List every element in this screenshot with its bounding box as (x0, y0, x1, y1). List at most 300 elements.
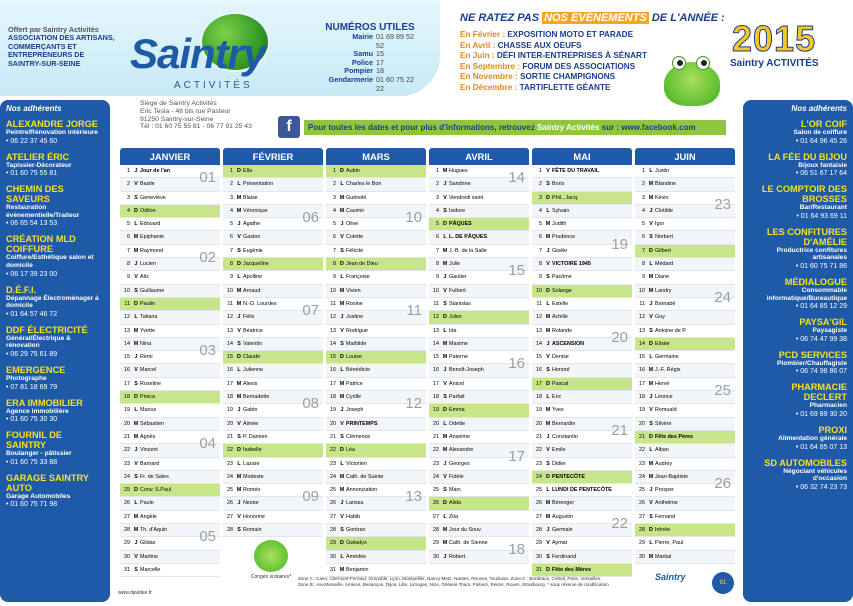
member-description: Pharmacien (809, 402, 847, 410)
day-row[interactable] (223, 258, 323, 271)
member-right[interactable] (743, 148, 853, 181)
day-number: 16 (330, 367, 336, 374)
day-row[interactable] (429, 298, 529, 311)
day-saint: Fulbert (449, 287, 466, 294)
day-letter: J (340, 407, 344, 414)
day-row[interactable] (326, 378, 426, 391)
member-phone: • 01 60 75 30 30 (6, 416, 58, 424)
day-row[interactable] (326, 325, 426, 338)
day-letter: J (340, 221, 344, 228)
day-letter: M (648, 380, 654, 387)
footer-note-line: Zone B : Aix-Marseille, Amiens, Besançon, Dijon, Lille, Limoges, Nice, Orléans-Tours, Poitiers, Reims, Rouen, Strasbourg. * sous réserve de modification (298, 582, 609, 587)
member-phone: • 01 64 93 69 11 (796, 212, 847, 220)
day-row[interactable] (429, 391, 529, 404)
day-saint: Antoine de P. (655, 327, 687, 334)
day-row[interactable] (532, 192, 632, 205)
day-letter: V (546, 261, 550, 268)
day-letter: S (443, 394, 447, 401)
day-row[interactable] (223, 325, 323, 338)
day-row[interactable] (120, 564, 220, 577)
day-row[interactable] (635, 404, 735, 417)
day-row[interactable] (120, 378, 220, 391)
day-row[interactable] (326, 338, 426, 351)
day-row[interactable] (635, 338, 735, 351)
day-saint: Alida (449, 500, 461, 507)
day-saint: Guénolé (346, 194, 367, 201)
day-saint: Cyrille (346, 394, 361, 401)
day-row[interactable] (635, 551, 735, 564)
day-row[interactable] (532, 285, 632, 298)
footer-note-line: Zone A : Caen, Clermont-Ferrand, Grenoble, Lyon, Montpellier, Nancy-Metz, Nantes, Rennes, Toulouse. Zone C : Bordeaux, Créteil, Paris, Versailles. (298, 576, 602, 581)
day-number: 20 (536, 420, 542, 427)
day-row[interactable] (223, 378, 323, 391)
day-row[interactable] (326, 511, 426, 524)
day-saint: Marcel (140, 367, 157, 374)
day-number: 22 (536, 447, 542, 454)
day-row[interactable] (429, 378, 529, 391)
day-letter: M (442, 168, 448, 174)
day-saint: Victorien (346, 460, 367, 467)
day-row[interactable] (532, 271, 632, 284)
day-row[interactable] (635, 524, 735, 537)
day-number: 25 (330, 487, 336, 494)
website-credit: www.davidee.fr (118, 590, 152, 596)
day-saint: Rémi (140, 354, 153, 361)
day-number: 13 (536, 327, 542, 334)
member-description: Négociant véhicules d'occasion (783, 467, 847, 483)
day-letter: J (134, 261, 138, 268)
day-row[interactable] (635, 245, 735, 258)
day-row[interactable] (532, 298, 632, 311)
facebook-icon[interactable]: f (278, 116, 300, 138)
day-row[interactable] (326, 458, 426, 471)
day-number: 6 (333, 234, 336, 241)
day-row[interactable] (326, 364, 426, 377)
member-right[interactable] (743, 223, 853, 273)
member-left[interactable] (0, 281, 110, 321)
day-row[interactable] (326, 178, 426, 191)
member-left[interactable] (0, 148, 110, 181)
member-left[interactable] (0, 321, 110, 361)
day-saint: Modeste (243, 473, 264, 480)
member-phone: • 06 74 47 99 38 (795, 335, 847, 343)
day-saint: Prosper (655, 487, 674, 494)
day-saint: LUNDI DE PENTECÔTE (552, 487, 612, 494)
day-number: 16 (433, 367, 439, 374)
day-row[interactable] (532, 471, 632, 484)
day-saint: Odette (449, 420, 466, 427)
day-row[interactable] (429, 431, 529, 444)
day-letter: M (339, 394, 345, 401)
day-row[interactable] (429, 404, 529, 417)
day-number: 4 (436, 207, 439, 214)
day-row[interactable] (429, 418, 529, 431)
day-number: 10 (536, 287, 542, 294)
day-row[interactable] (326, 258, 426, 271)
day-row[interactable] (429, 471, 529, 484)
day-number: 5 (539, 221, 542, 228)
day-row[interactable] (326, 271, 426, 284)
day-row[interactable] (532, 458, 632, 471)
day-saint: Prudence (552, 234, 576, 241)
day-number: 5 (333, 221, 336, 228)
day-saint: Médard (655, 261, 674, 268)
day-row[interactable] (635, 178, 735, 191)
day-saint: Epiphanie (140, 234, 164, 241)
day-row[interactable] (223, 444, 323, 457)
day-number: 17 (124, 380, 130, 387)
day-row[interactable] (532, 378, 632, 391)
day-number: 8 (230, 261, 233, 268)
day-row[interactable] (532, 311, 632, 324)
day-row[interactable] (326, 431, 426, 444)
member-right[interactable] (743, 313, 853, 346)
member-left[interactable] (0, 230, 110, 280)
day-number: 11 (227, 300, 233, 307)
day-row[interactable] (120, 311, 220, 324)
day-number: 21 (227, 433, 233, 440)
day-letter: M (133, 420, 139, 427)
day-row[interactable] (120, 471, 220, 484)
header (0, 0, 853, 96)
member-phone: • 07 81 18 69 79 (6, 383, 58, 391)
day-letter: M (339, 566, 345, 573)
day-number: 12 (227, 314, 233, 321)
members-right-column (743, 100, 853, 602)
day-row[interactable] (635, 364, 735, 377)
day-saint: Marcelle (140, 566, 161, 573)
day-row[interactable] (120, 325, 220, 338)
member-name: PROXI (818, 424, 847, 435)
day-letter: M (545, 314, 551, 321)
day-letter: L (134, 407, 138, 414)
day-number: 3 (230, 194, 233, 201)
day-row[interactable] (223, 364, 323, 377)
day-row[interactable] (429, 484, 529, 497)
day-row[interactable] (635, 431, 735, 444)
day-number: 18 (536, 394, 542, 401)
day-letter: D (443, 500, 447, 507)
day-row[interactable] (532, 444, 632, 457)
day-number: 29 (433, 540, 439, 547)
day-number: 27 (536, 513, 542, 520)
day-row[interactable] (635, 231, 735, 244)
event-month: En Septembre : (460, 61, 523, 71)
member-left[interactable] (0, 361, 110, 394)
day-row[interactable] (326, 285, 426, 298)
day-letter: S (340, 340, 344, 347)
day-row[interactable] (532, 351, 632, 364)
day-letter: V (340, 513, 344, 520)
day-row[interactable] (223, 245, 323, 258)
day-row[interactable] (429, 524, 529, 537)
day-row[interactable] (635, 511, 735, 524)
day-row[interactable] (635, 444, 735, 457)
day-row[interactable] (635, 497, 735, 510)
day-row[interactable] (532, 551, 632, 564)
day-number: 26 (330, 500, 336, 507)
day-saint: Guy (655, 314, 665, 321)
day-row[interactable] (635, 311, 735, 324)
day-row[interactable] (120, 192, 220, 205)
day-row[interactable] (429, 192, 529, 205)
member-name: CHEMIN DES SAVEURS (6, 184, 64, 205)
day-saint: Jean-Baptiste (655, 473, 688, 480)
day-saint: Arnaud (243, 287, 261, 294)
day-row[interactable] (223, 285, 323, 298)
day-number: 23 (433, 460, 439, 467)
day-row[interactable] (223, 431, 323, 444)
day-saint: Solange (552, 287, 572, 294)
member-left[interactable] (0, 115, 110, 148)
day-row[interactable] (326, 418, 426, 431)
day-row[interactable] (223, 192, 323, 205)
facebook-text[interactable]: Pour toutes les dates et pour plus d'informations, retrouvez Saintry Activités sur : www.facebook.com (304, 120, 726, 135)
day-row[interactable] (429, 497, 529, 510)
day-row[interactable] (532, 205, 632, 218)
day-letter: M (236, 473, 242, 480)
day-letter: S (443, 300, 447, 307)
member-left[interactable] (0, 394, 110, 427)
day-row[interactable] (532, 391, 632, 404)
day-number: 3 (539, 194, 542, 201)
day-row[interactable] (532, 497, 632, 510)
day-row[interactable] (429, 311, 529, 324)
day-row[interactable] (120, 404, 220, 417)
day-letter: L (237, 181, 241, 188)
day-row[interactable] (120, 511, 220, 524)
day-number: 1 (642, 168, 645, 174)
event-month: En Juin : (460, 51, 497, 60)
day-row[interactable] (120, 218, 220, 231)
day-row[interactable] (326, 192, 426, 205)
day-number: 22 (227, 447, 233, 454)
day-row[interactable] (635, 218, 735, 231)
member-right[interactable] (743, 273, 853, 313)
day-number: 27 (330, 513, 336, 520)
day-row[interactable] (120, 271, 220, 284)
day-letter: M (648, 553, 654, 560)
day-row[interactable] (223, 471, 323, 484)
day-number: 24 (639, 473, 645, 480)
day-saint: Barnard (140, 460, 160, 467)
day-row[interactable] (120, 551, 220, 564)
day-row[interactable] (120, 418, 220, 431)
day-saint: Germaine (655, 354, 679, 361)
day-letter: D (237, 354, 241, 361)
day-number: 13 (227, 327, 233, 334)
day-saint: Emile (552, 447, 566, 454)
day-row[interactable] (223, 165, 323, 178)
day-row[interactable] (120, 298, 220, 311)
member-left[interactable] (0, 469, 110, 512)
day-row[interactable] (635, 258, 735, 271)
day-number: 25 (536, 487, 542, 494)
day-saint: Jour de l'an (140, 168, 171, 174)
member-left[interactable] (0, 180, 110, 230)
event-name: FORUM DES ASSOCIATIONS (522, 61, 636, 71)
day-saint: Lucien (140, 261, 156, 268)
day-number: 28 (330, 527, 336, 534)
day-letter: J (443, 553, 447, 560)
day-row[interactable] (635, 537, 735, 550)
day-row[interactable] (326, 245, 426, 258)
day-letter: L (443, 513, 447, 520)
day-row[interactable] (532, 178, 632, 191)
day-number: 8 (333, 261, 336, 268)
day-saint: N.-D. Lourdes (243, 300, 277, 307)
day-letter: V (134, 181, 138, 188)
useful-numbers (310, 22, 422, 93)
day-saint: Aubin (346, 168, 360, 174)
useful-numbers-title: NUMÉROS UTILES (325, 22, 415, 33)
day-row[interactable] (635, 271, 735, 284)
day-row[interactable] (120, 285, 220, 298)
day-row[interactable] (223, 511, 323, 524)
day-row[interactable] (429, 285, 529, 298)
day-saint: Amédée (346, 553, 367, 560)
day-saint: Edouard (140, 221, 161, 228)
day-letter: M (133, 327, 139, 334)
day-saint: Alexandre (449, 447, 474, 454)
day-letter: L (134, 314, 138, 321)
member-right[interactable] (743, 421, 853, 454)
day-row[interactable] (223, 271, 323, 284)
day-letter: V (546, 540, 550, 547)
member-left[interactable] (0, 426, 110, 469)
day-saint: Yves (552, 407, 564, 414)
day-saint: Gabin (243, 407, 258, 414)
day-number: 15 (330, 354, 336, 361)
day-letter: M (442, 540, 448, 547)
day-row[interactable] (326, 231, 426, 244)
day-number: 4 (127, 207, 130, 214)
day-saint: Clotilde (655, 207, 673, 214)
day-row[interactable] (120, 497, 220, 510)
day-letter: L (649, 540, 653, 547)
day-saint: Odilon (140, 207, 156, 214)
day-row[interactable] (326, 351, 426, 364)
day-number: 11 (536, 300, 542, 307)
day-row[interactable] (635, 165, 735, 178)
month-0 (120, 148, 220, 577)
day-row[interactable] (120, 231, 220, 244)
day-saint: Lazare (243, 460, 260, 467)
day-letter: J (237, 314, 241, 321)
day-number: 30 (124, 553, 130, 560)
day-row[interactable] (223, 231, 323, 244)
month-header: AVRIL (429, 148, 529, 165)
day-row[interactable] (120, 458, 220, 471)
day-letter: V (237, 327, 241, 334)
day-row[interactable] (326, 471, 426, 484)
day-row[interactable] (429, 338, 529, 351)
day-row[interactable] (326, 165, 426, 178)
member-right[interactable] (743, 180, 853, 223)
day-saint: Anthelme (655, 500, 678, 507)
day-row[interactable] (635, 418, 735, 431)
day-row[interactable] (223, 178, 323, 191)
day-saint: Benjamin (346, 566, 369, 573)
day-saint: Geneviève (140, 194, 166, 201)
day-row[interactable] (326, 551, 426, 564)
member-right[interactable] (743, 454, 853, 494)
day-row[interactable] (429, 511, 529, 524)
day-letter: D (443, 314, 447, 321)
day-row[interactable] (326, 537, 426, 550)
day-row[interactable] (532, 165, 632, 178)
day-row[interactable] (635, 325, 735, 338)
day-saint: Casimir (346, 207, 365, 214)
day-row[interactable] (429, 245, 529, 258)
day-number: 28 (433, 527, 439, 534)
member-right[interactable] (743, 378, 853, 421)
day-row[interactable] (120, 484, 220, 497)
day-row[interactable] (532, 404, 632, 417)
day-number: 30 (330, 553, 336, 560)
member-right[interactable] (743, 115, 853, 148)
day-row[interactable] (326, 444, 426, 457)
day-saint: Hugues (449, 168, 468, 174)
event-name: EXPOSITION MOTO ET PARADE (507, 30, 634, 39)
day-row[interactable] (223, 351, 323, 364)
day-number: 2 (230, 181, 233, 188)
day-row[interactable] (120, 205, 220, 218)
day-letter: M (339, 300, 345, 307)
month-header: JANVIER (120, 148, 220, 165)
day-letter: S (546, 274, 550, 281)
day-row[interactable] (223, 338, 323, 351)
day-number: 17 (433, 380, 439, 387)
day-row[interactable] (532, 218, 632, 231)
day-row[interactable] (223, 458, 323, 471)
day-row[interactable] (635, 351, 735, 364)
day-number: 15 (124, 354, 130, 361)
day-row[interactable] (429, 218, 529, 231)
day-row[interactable] (223, 524, 323, 537)
day-row[interactable] (635, 458, 735, 471)
week-number: 12 (405, 395, 422, 413)
day-letter: J (237, 407, 241, 414)
day-letter: M (133, 340, 139, 347)
member-description: Paysagiste (812, 327, 847, 335)
member-phone: • 06 32 74 23 73 (795, 483, 847, 491)
event-line (460, 83, 610, 93)
day-row[interactable] (429, 205, 529, 218)
day-saint: Tatiana (140, 314, 158, 321)
day-letter: V (134, 274, 138, 281)
day-saint: Guillaume (140, 287, 165, 294)
day-letter: M (648, 460, 654, 467)
day-row[interactable] (120, 364, 220, 377)
day-row[interactable] (532, 537, 632, 550)
day-saint: Félix (243, 314, 255, 321)
day-row[interactable] (429, 231, 529, 244)
day-number: 12 (124, 314, 130, 321)
useful-number-row (310, 33, 422, 50)
day-row[interactable] (120, 391, 220, 404)
day-row[interactable] (326, 524, 426, 537)
day-row[interactable] (532, 364, 632, 377)
day-row[interactable] (532, 258, 632, 271)
day-row[interactable] (223, 418, 323, 431)
member-right[interactable] (743, 346, 853, 379)
day-saint: Fernand (655, 513, 676, 520)
week-number: 15 (508, 262, 525, 280)
day-number: 2 (539, 181, 542, 188)
day-row[interactable] (532, 484, 632, 497)
day-row[interactable] (429, 325, 529, 338)
